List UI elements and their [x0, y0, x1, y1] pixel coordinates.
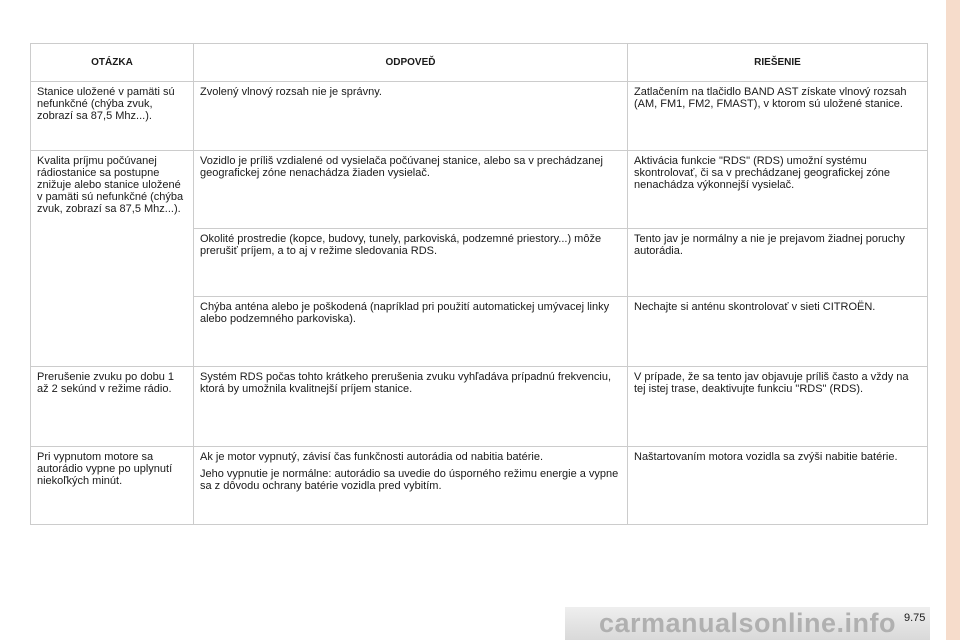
watermark-logo: carmanualsonline.info	[565, 607, 930, 640]
question-cell: Prerušenie zvuku po dobu 1 až 2 sekúnd v režime rádio.	[31, 367, 194, 447]
answer-cell: Zvolený vlnový rozsah nie je správny.	[194, 82, 628, 151]
header-answer: ODPOVEĎ	[194, 44, 628, 82]
solution-cell: Aktivácia funkcie "RDS" (RDS) umožní systému skontrolovať, či sa v prechádzanej geografickej zóne nenachádza výkonnejší vysielač.	[628, 151, 928, 229]
answer-cell: Okolité prostredie (kopce, budovy, tunely, parkoviská, podzemné priestory...) môže prerušiť príjem, a to aj v režime sledovania RDS.	[194, 229, 628, 297]
answer-paragraph: Jeho vypnutie je normálne: autorádio sa uvedie do úsporného režimu energie a vypne sa z dôvodu ochrany batérie vozidla pred vybitím.	[200, 468, 619, 492]
answer-cell: Vozidlo je príliš vzdialené od vysielača počúvanej stanice, alebo sa v prechádzanej geografickej zóne nenachádza žiaden vysielač.	[194, 151, 628, 229]
solution-cell: Zatlačením na tlačidlo BAND AST získate vlnový rozsah (AM, FM1, FM2, FMAST), v ktorom sú uložené stanice.	[628, 82, 928, 151]
solution-cell: Nechajte si anténu skontrolovať v sieti CITROËN.	[628, 297, 928, 367]
question-cell: Stanice uložené v pamäti sú nefunkčné (chýba zvuk, zobrazí sa 87,5 Mhz...).	[31, 82, 194, 151]
answer-cell: Systém RDS počas tohto krátkeho prerušenia zvuku vyhľadáva prípadnú frekvenciu, ktorá by umožnila kvalitnejší príjem stanice.	[194, 367, 628, 447]
table-row	[31, 151, 928, 229]
question-cell: Pri vypnutom motore sa autorádio vypne po uplynutí niekoľkých minút.	[31, 447, 194, 525]
header-row	[31, 44, 928, 82]
table-row	[31, 82, 928, 151]
faq-table	[30, 43, 928, 525]
table-row	[31, 447, 928, 525]
answer-cell	[194, 447, 628, 525]
answer-paragraph: Ak je motor vypnutý, závisí čas funkčnosti autorádia od nabitia batérie.	[200, 451, 544, 463]
page-number: 9.75	[904, 612, 926, 624]
solution-cell: V prípade, že sa tento jav objavuje príliš často a vždy na tej istej trase, deaktivujte funkciu "RDS" (RDS).	[628, 367, 928, 447]
header-question: OTÁZKA	[31, 44, 194, 82]
solution-cell: Tento jav je normálny a nie je prejavom žiadnej poruchy autorádia.	[628, 229, 928, 297]
answer-cell: Chýba anténa alebo je poškodená (napríklad pri použití automatickej umývacej linky alebo podzemného parkoviska).	[194, 297, 628, 367]
table-row	[31, 367, 928, 447]
question-cell: Kvalita príjmu počúvanej rádiostanice sa postupne znižuje alebo stanice uložené v pamäti sú nefunkčné (chýba zvuk, zobrazí sa 87,5 Mhz...).	[31, 151, 194, 367]
side-tab-strip	[946, 0, 960, 640]
header-solution: RIEŠENIE	[628, 44, 928, 82]
solution-cell: Naštartovaním motora vozidla sa zvýši nabitie batérie.	[628, 447, 928, 525]
